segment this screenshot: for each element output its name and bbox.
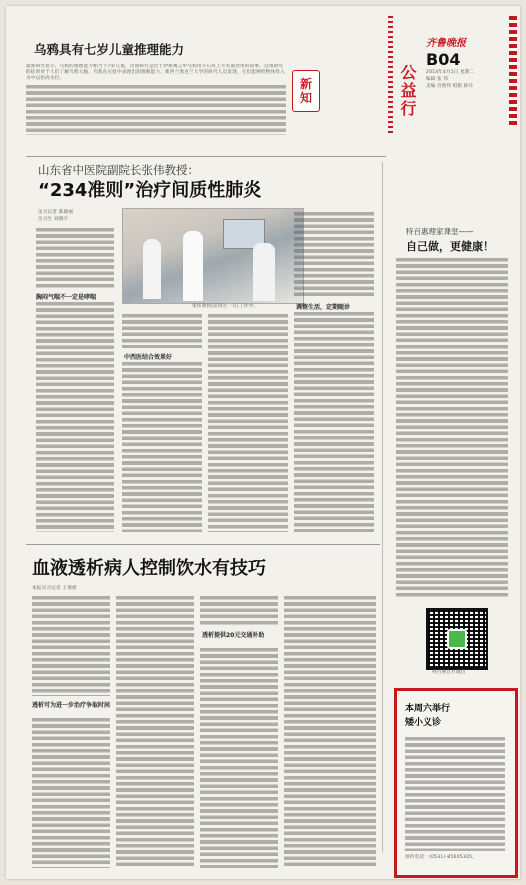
xinzhi-badge-char-2: 知 (299, 91, 312, 105)
article-lung-photo-caption: 张伟教授(前排左一)在工作中。 (192, 304, 259, 309)
article-lung-col3-text (208, 314, 288, 532)
article-dialysis-subhead-2: 透析提供20元交通补助 (202, 632, 265, 639)
divider-middle (26, 544, 380, 545)
qr-code[interactable] (426, 608, 488, 670)
article-lung-byline-1: 见习记者 陈晓丽 (38, 210, 74, 215)
article-lung-col2-text (122, 362, 202, 532)
section-title: 公益行 (398, 64, 417, 118)
article-lung-col1-text (36, 302, 114, 532)
xinzhi-badge-char-1: 新 (299, 77, 312, 91)
article-dialysis-col3-text (200, 648, 278, 868)
masthead-red-ticks (388, 16, 393, 136)
xinzhi-badge (292, 70, 320, 112)
photo-doctor-figure-1 (143, 239, 161, 299)
page-number: B04 (426, 50, 461, 69)
sidebar-headline: 自己做，更健康！ (406, 240, 494, 253)
article-crow-body-filler (26, 85, 286, 135)
notice-headline-line-2: 矮小义诊 (405, 718, 442, 728)
article-dialysis-col1-top (32, 596, 110, 696)
article-crow-headline: 乌鸦具有七岁儿童推理能力 (34, 42, 185, 57)
article-dialysis-headline: 血液透析病人控制饮水有技巧 (32, 558, 266, 579)
masthead-editor: 编辑 张 伟 (426, 77, 449, 82)
newspaper-page (6, 6, 520, 879)
article-crow-body-text: 最新研究显示，乌鸦的推理能力相当于7岁儿童，这项研究是位于伊索寓言中乌鸦用小石块上升水面饮用的故事。这项研究的结果对于人们了解乌鸦大脑、乌鸦在实验中表现出的理解能力。新西兰奥克兰大学的研究人员发现，它们能够把物体投入水中以抬高水位。 (26, 64, 285, 82)
article-dialysis-col1-text (32, 718, 110, 868)
article-lung-subhead-1: 胸闷气喘不一定是哮喘 (36, 294, 97, 301)
article-lung-subhead-2: 中西医结合效果好 (124, 354, 173, 361)
sidebar-kicker: 特百惠理家课堂—— (406, 227, 474, 236)
article-lung-byline-2: 实习生 刘晓宇 (38, 217, 69, 222)
sidebar-text (396, 258, 508, 598)
article-lung-col1-intro (36, 228, 114, 288)
wechat-icon (447, 629, 467, 649)
article-lung-col4-text (294, 312, 374, 532)
article-lung-subhead-3: 调整生活，定期随诊 (296, 304, 351, 311)
masthead-date: 2014年4月1日 星期二 (426, 70, 475, 75)
masthead-edge-decoration (509, 16, 517, 126)
article-lung-col2-top (122, 314, 202, 348)
sidebar-divider (382, 162, 383, 852)
photo-doctor-figure-3 (253, 243, 275, 301)
qr-caption: 特百惠官方微信 (432, 670, 466, 675)
notice-contact: 预约电话：(0531)-85605305。 (405, 855, 478, 860)
article-crow-body (26, 64, 286, 154)
article-dialysis-col4-text (284, 596, 376, 868)
notice-box[interactable] (394, 688, 518, 878)
notice-headline-line-1: 本周六举行 (405, 704, 451, 714)
newspaper-logo: 齐鲁晚报 (426, 38, 466, 49)
article-lung-headline: “234准则”治疗间质性肺炎 (38, 180, 262, 201)
divider-top (26, 156, 386, 157)
masthead-design: 美编 宫照邦 组版 韩丹 (426, 84, 474, 89)
article-dialysis-col3-top (200, 596, 278, 626)
notice-body-text (405, 737, 505, 851)
article-lung-col4-top (294, 212, 374, 298)
article-dialysis-subhead-1: 透析可为进一步治疗争取时间 (32, 702, 111, 709)
article-dialysis-byline: 本报见习记者 王倩倩 (32, 586, 77, 591)
photo-doctor-figure-2 (183, 231, 203, 301)
article-dialysis-col2-text (116, 596, 194, 868)
article-lung-kicker: 山东省中医院副院长张伟教授： (38, 163, 199, 177)
article-lung-photo (122, 208, 304, 304)
